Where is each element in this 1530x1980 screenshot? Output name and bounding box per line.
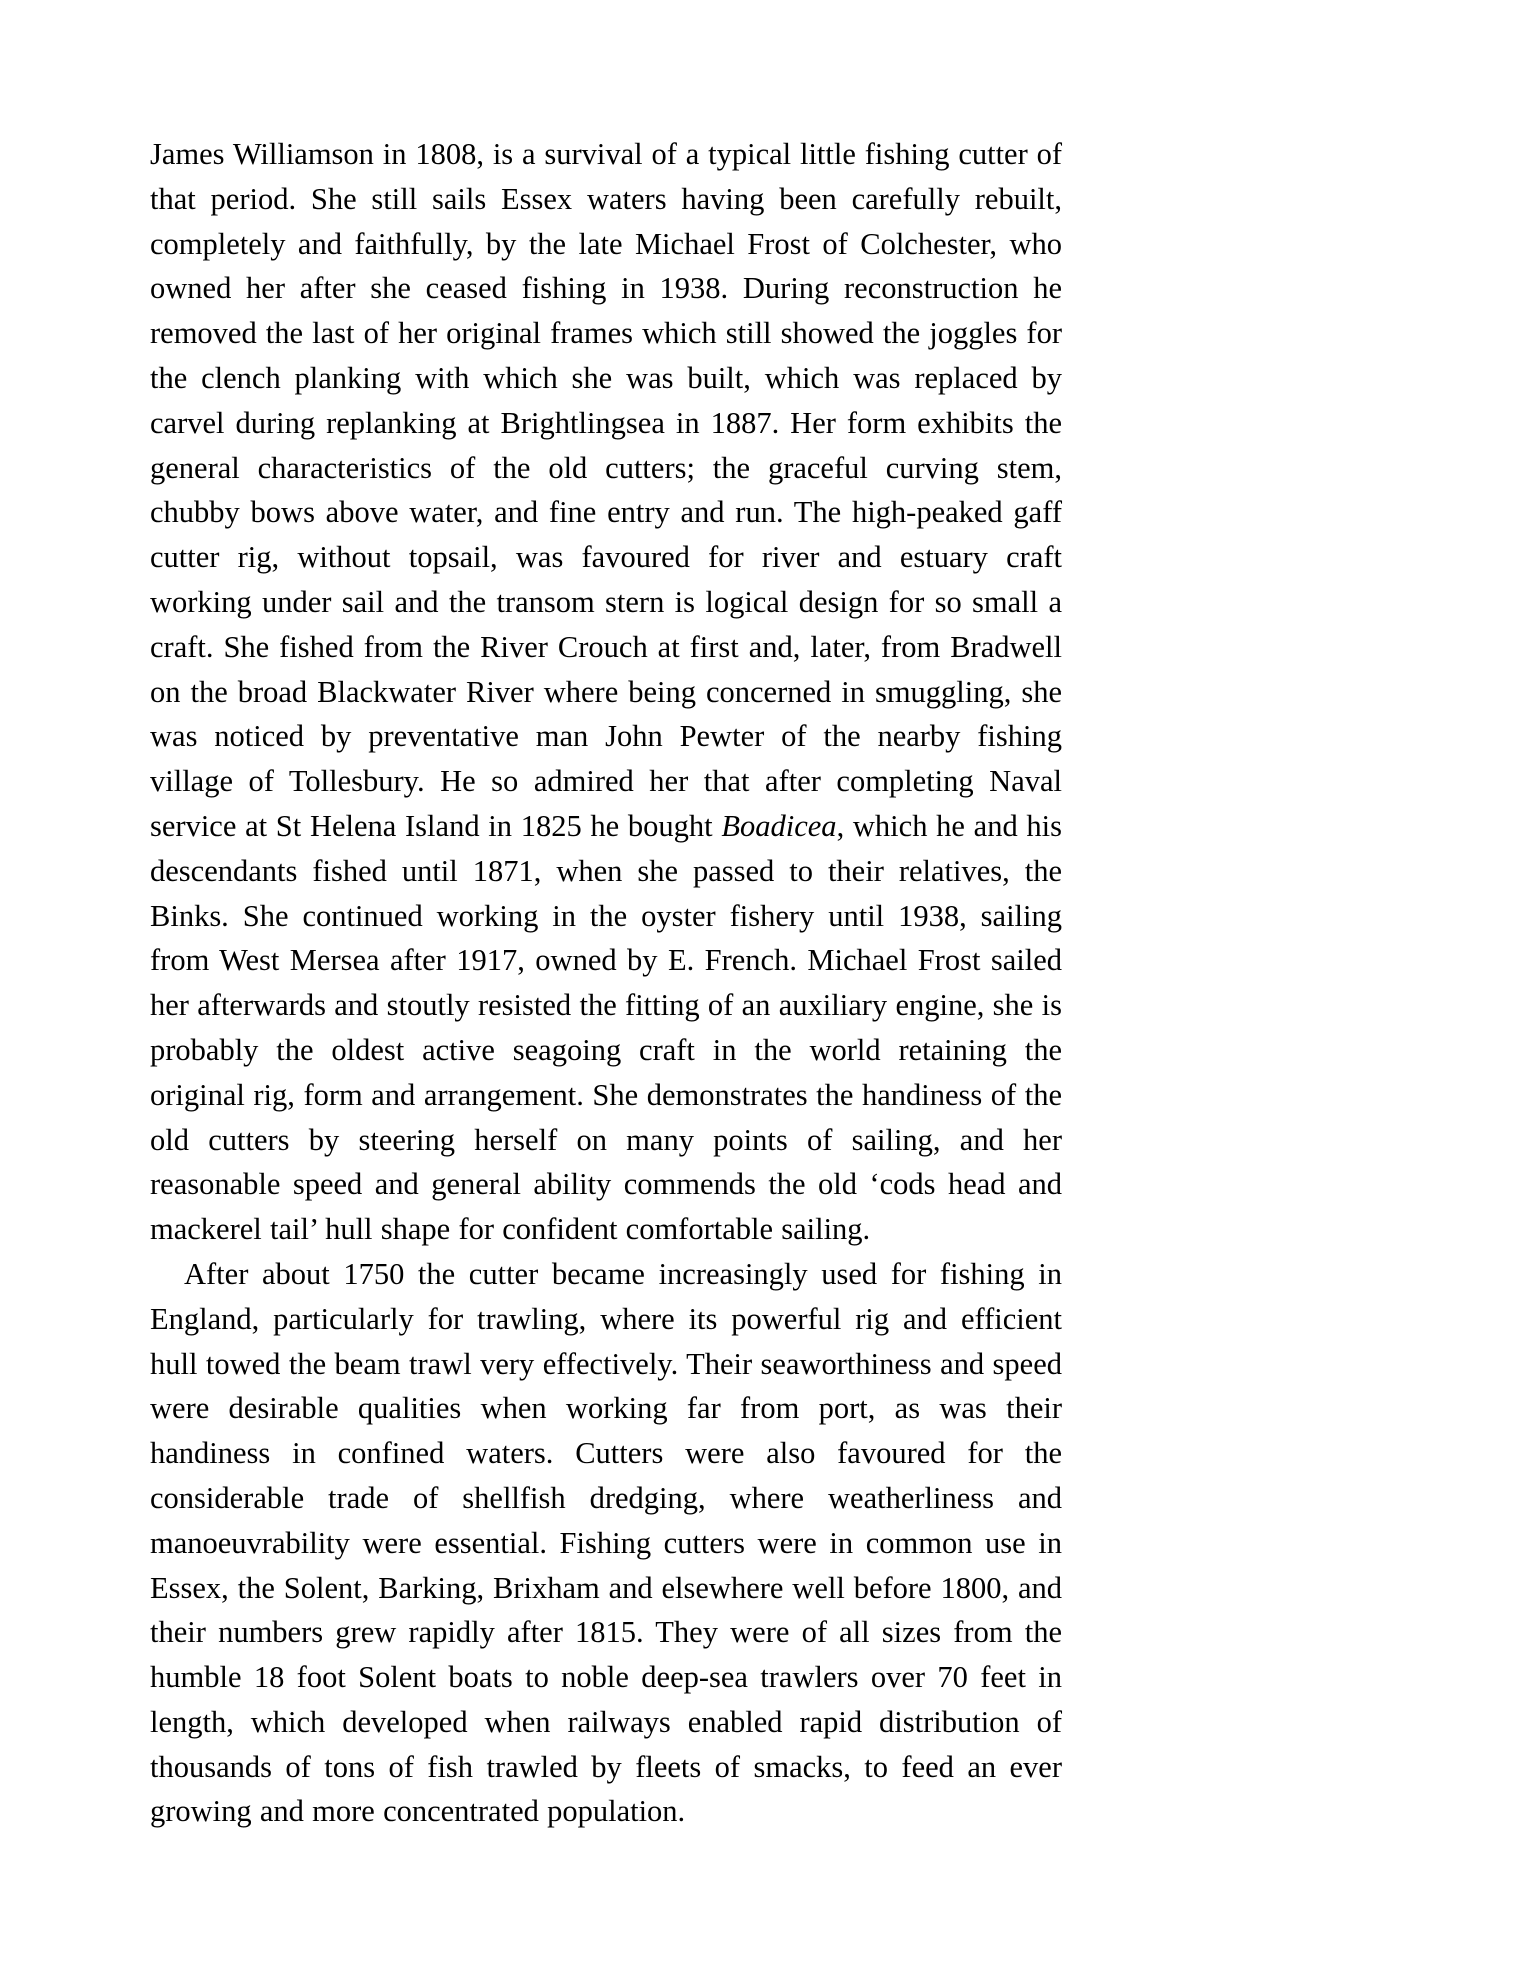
- italic-vessel-name: Boadicea: [721, 808, 837, 843]
- text-run: James Williamson in 1808, is a survival of a typical little fishing cutter of that period. She still sails Essex waters having been carefully rebuilt, completely and faithfully, by the late Michael Frost of Colchester, who owned her after she ceased fishing in 1938. During reconstruction he removed the last of her original frames which still showed the joggles for the clench planking with which she was built, which was replaced by carvel during replanking at Brightlingsea in 1887. Her form exhibits the general characteristics of the old cutters; the graceful curving stem, chubby bows above water, and fine entry and run. The high-peaked gaff cutter rig, without topsail, was favoured for river and estuary craft working under sail and the transom stern is logical design for so small a craft. She fished from the River Crouch at first and, later, from Bradwell on the broad Blackwater River where being concerned in smuggling, she was noticed by preventative man John Pewter of the nearby fishing village of Tollesbury. He so admired her that after completing Naval service at St Helena Island in 1825 he bought: [150, 137, 1062, 843]
- body-text-block: [150, 132, 1062, 1834]
- paragraph-boadicea: [150, 132, 1062, 1252]
- text-run: After about 1750 the cutter became increasingly used for fishing in England, particularly for trawling, where its powerful rig and efficient hull towed the beam trawl very effectively. Their seaworthiness and speed were desirable qualities when working far from port, as was their handiness in confined waters. Cutters were also favoured for the considerable trade of shellfish dredging, where weatherliness and manoeuvrability were essential. Fishing cutters were in common use in Essex, the Solent, Barking, Brixham and elsewhere well before 1800, and their numbers grew rapidly after 1815. They were of all sizes from the humble 18 foot Solent boats to noble deep-sea trawlers over 70 feet in length, which developed when railways enabled rapid distribution of thousands of tons of fish trawled by fleets of smacks, to feed an ever growing and more concentrated population.: [150, 1256, 1062, 1829]
- paragraph-cutter-history: [150, 1252, 1062, 1834]
- text-run: , which he and his descendants fished until 1871, when she passed to their relatives, the Binks. She continued working in the oyster fishery until 1938, sailing from West Mersea after 1917, owned by E. French. Michael Frost sailed her afterwards and stoutly resisted the fitting of an auxiliary engine, she is probably the oldest active seagoing craft in the world retaining the original rig, form and arrangement. She demonstrates the handiness of the old cutters by steering herself on many points of sailing, and her reasonable speed and general ability commends the old ‘cods head and mackerel tail’ hull shape for confident comfortable sailing.: [150, 808, 1062, 1247]
